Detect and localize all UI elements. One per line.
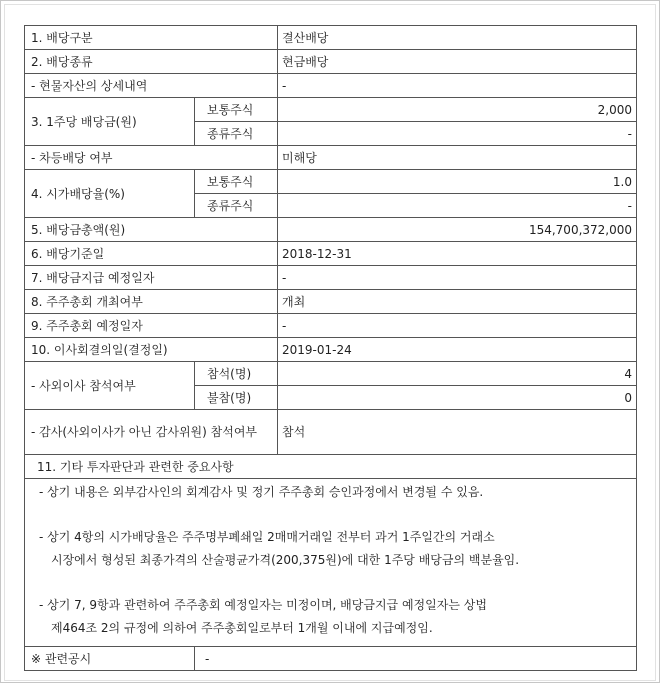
- board-date-value: 2019-01-24: [278, 338, 637, 362]
- row-dividend-type: [25, 26, 637, 50]
- row-outside-directors-present: [25, 362, 637, 386]
- note-3: [39, 594, 628, 640]
- agm-date-label: 9. 주주총회 예정일자: [25, 314, 278, 338]
- differential-label: - 차등배당 여부: [25, 146, 278, 170]
- related-value: -: [195, 647, 637, 671]
- yield-common-value: 1.0: [278, 170, 637, 194]
- record-date-value: 2018-12-31: [278, 242, 637, 266]
- dividend-disclosure-table: [24, 25, 637, 671]
- outside-directors-present-label: 참석(명): [195, 362, 278, 386]
- note-3-line-2: 제464조 2의 규정에 의하여 주주총회일로부터 1개월 이내에 지급예정임.: [51, 621, 433, 635]
- note-2: [39, 526, 628, 572]
- auditors-value: 참석: [278, 410, 637, 455]
- payment-date-label: 7. 배당금지급 예정일자: [25, 266, 278, 290]
- agm-date-value: -: [278, 314, 637, 338]
- agm-held-value: 개최: [278, 290, 637, 314]
- row-record-date: [25, 242, 637, 266]
- in-kind-detail-value: -: [278, 74, 637, 98]
- total-value: 154,700,372,000: [278, 218, 637, 242]
- outside-directors-absent-value: 0: [278, 386, 637, 410]
- note-3-line-1: - 상기 7, 9항과 관련하여 주주총회 예정일자는 미정이며, 배당금지급 예정일자는 상법: [39, 598, 487, 612]
- dividend-kind-value: 현금배당: [278, 50, 637, 74]
- other-label: 11. 기타 투자판단과 관련한 중요사항: [25, 455, 637, 479]
- payment-date-value: -: [278, 266, 637, 290]
- related-label: ※ 관련공시: [25, 647, 195, 671]
- dividend-type-label: 1. 배당구분: [25, 26, 278, 50]
- dividend-type-value: 결산배당: [278, 26, 637, 50]
- record-date-label: 6. 배당기준일: [25, 242, 278, 266]
- dividend-kind-label: 2. 배당종류: [25, 50, 278, 74]
- row-differential: [25, 146, 637, 170]
- dps-common-label: 보통주식: [195, 98, 278, 122]
- row-yield-common: [25, 170, 637, 194]
- board-date-label: 10. 이사회결의일(결정일): [25, 338, 278, 362]
- note-2-line-2: 시장에서 형성된 최종가격의 산술평균가격(200,375원)에 대한 1주당 배당금의 백분율임.: [51, 553, 520, 567]
- row-dps-common: [25, 98, 637, 122]
- row-agm-held: [25, 290, 637, 314]
- outside-directors-label: - 사외이사 참석여부: [25, 362, 195, 410]
- other-notes: [25, 479, 637, 647]
- note-1: - 상기 내용은 외부감사인의 회계감사 및 정기 주주총회 승인과정에서 변경될 수 있음.: [39, 485, 484, 499]
- auditors-label: - 감사(사외이사가 아닌 감사위원) 참석여부: [25, 410, 278, 455]
- row-related: [25, 647, 637, 671]
- in-kind-detail-label: - 현물자산의 상세내역: [25, 74, 278, 98]
- yield-common-label: 보통주식: [195, 170, 278, 194]
- row-other-notes: [25, 479, 637, 647]
- dps-common-value: 2,000: [278, 98, 637, 122]
- dps-pref-value: -: [278, 122, 637, 146]
- row-in-kind-detail: [25, 74, 637, 98]
- note-2-line-1: - 상기 4항의 시가배당율은 주주명부폐쇄일 2매매거래일 전부터 과거 1주일간의 거래소: [39, 530, 495, 544]
- yield-pref-value: -: [278, 194, 637, 218]
- row-total: [25, 218, 637, 242]
- row-payment-date: [25, 266, 637, 290]
- total-label: 5. 배당금총액(원): [25, 218, 278, 242]
- row-dividend-kind: [25, 50, 637, 74]
- outside-directors-absent-label: 불참(명): [195, 386, 278, 410]
- row-other-header: [25, 455, 637, 479]
- dps-pref-label: 종류주식: [195, 122, 278, 146]
- dps-label: 3. 1주당 배당금(원): [25, 98, 195, 146]
- yield-label: 4. 시가배당율(%): [25, 170, 195, 218]
- yield-pref-label: 종류주식: [195, 194, 278, 218]
- row-board-date: [25, 338, 637, 362]
- differential-value: 미해당: [278, 146, 637, 170]
- row-agm-date: [25, 314, 637, 338]
- agm-held-label: 8. 주주총회 개최여부: [25, 290, 278, 314]
- row-auditors: [25, 410, 637, 455]
- outside-directors-present-value: 4: [278, 362, 637, 386]
